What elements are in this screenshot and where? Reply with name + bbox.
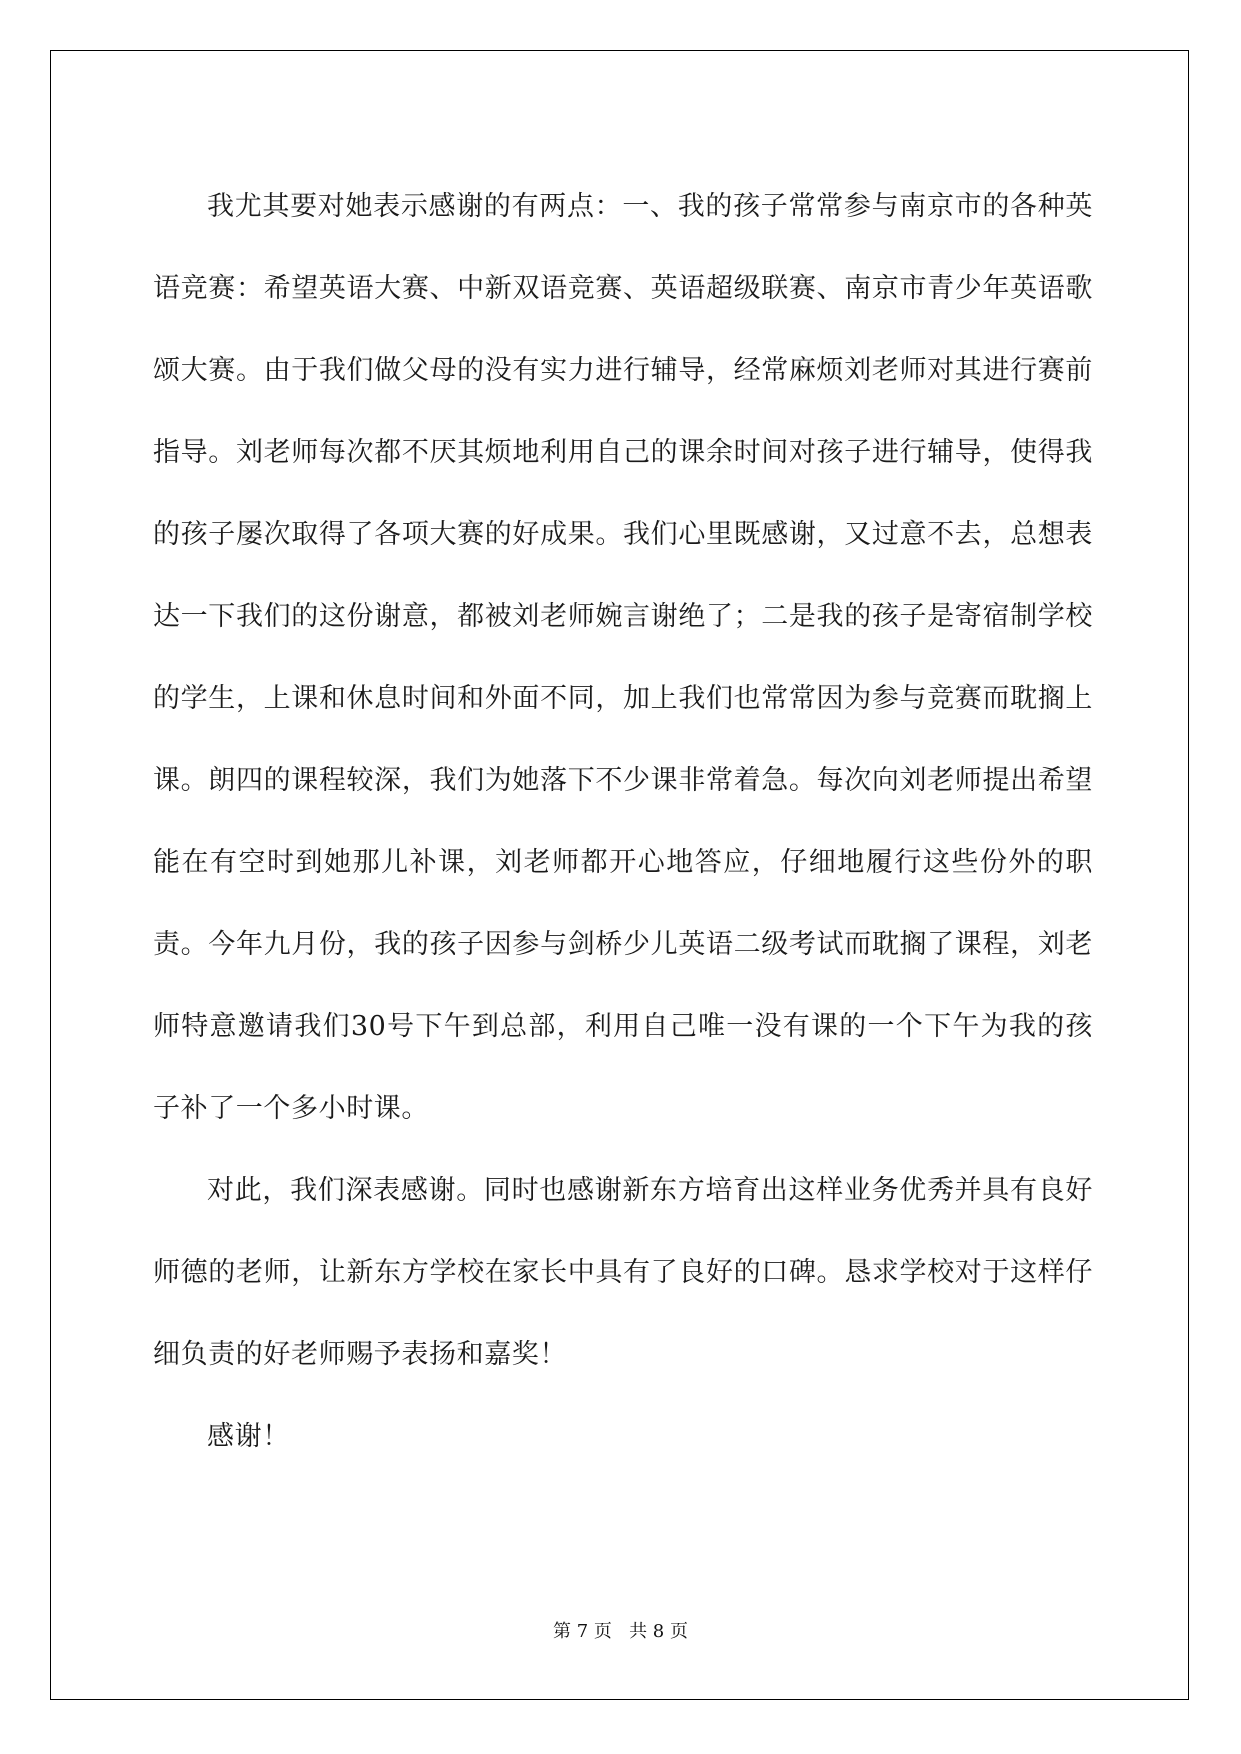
paragraph-closing: 感谢！ [207,1421,290,1452]
page-footer [0,1617,1241,1643]
document-body [153,166,1093,1478]
page-total: 共 8 页 [629,1621,688,1642]
page-number: 第 7 页 [553,1621,612,1642]
paragraph-appreciation: 对此，我们深表感谢。同时也感谢新东方培育出这样业务优秀并具有良好师德的老师，让新东方学校在家长中具有了良好的口碑。恳求学校对于这样仔细负责的好老师赐予表扬和嘉奖！ [153,1175,1093,1370]
paragraph-thanks-details: 我尤其要对她表示感谢的有两点：一、我的孩子常常参与南京市的各种英语竞赛：希望英语大赛、中新双语竞赛、英语超级联赛、南京市青少年英语歌颂大赛。由于我们做父母的没有实力进行辅导，经常麻烦刘老师对其进行赛前指导。刘老师每次都不厌其烦地利用自己的课余时间对孩子进行辅导，使得我的孩子屡次取得了各项大赛的好成果。我们心里既感谢，又过意不去，总想表达一下我们的这份谢意，都被刘老师婉言谢绝了；二是我的孩子是寄宿制学校的学生，上课和休息时间和外面不同，加上我们也常常因为参与竞赛而耽搁上课。朗四的课程较深，我们为她落下不少课非常着急。每次向刘老师提出希望能在有空时到她那儿补课，刘老师都开心地答应，仔细地履行这些份外的职责。今年九月份，我的孩子因参与剑桥少儿英语二级考试而耽搁了课程，刘老师特意邀请我们30号下午到总部，利用自己唯一没有课的一个下午为我的孩子补了一个多小时课。 [153,191,1093,1124]
footer-spacer [612,1621,629,1642]
